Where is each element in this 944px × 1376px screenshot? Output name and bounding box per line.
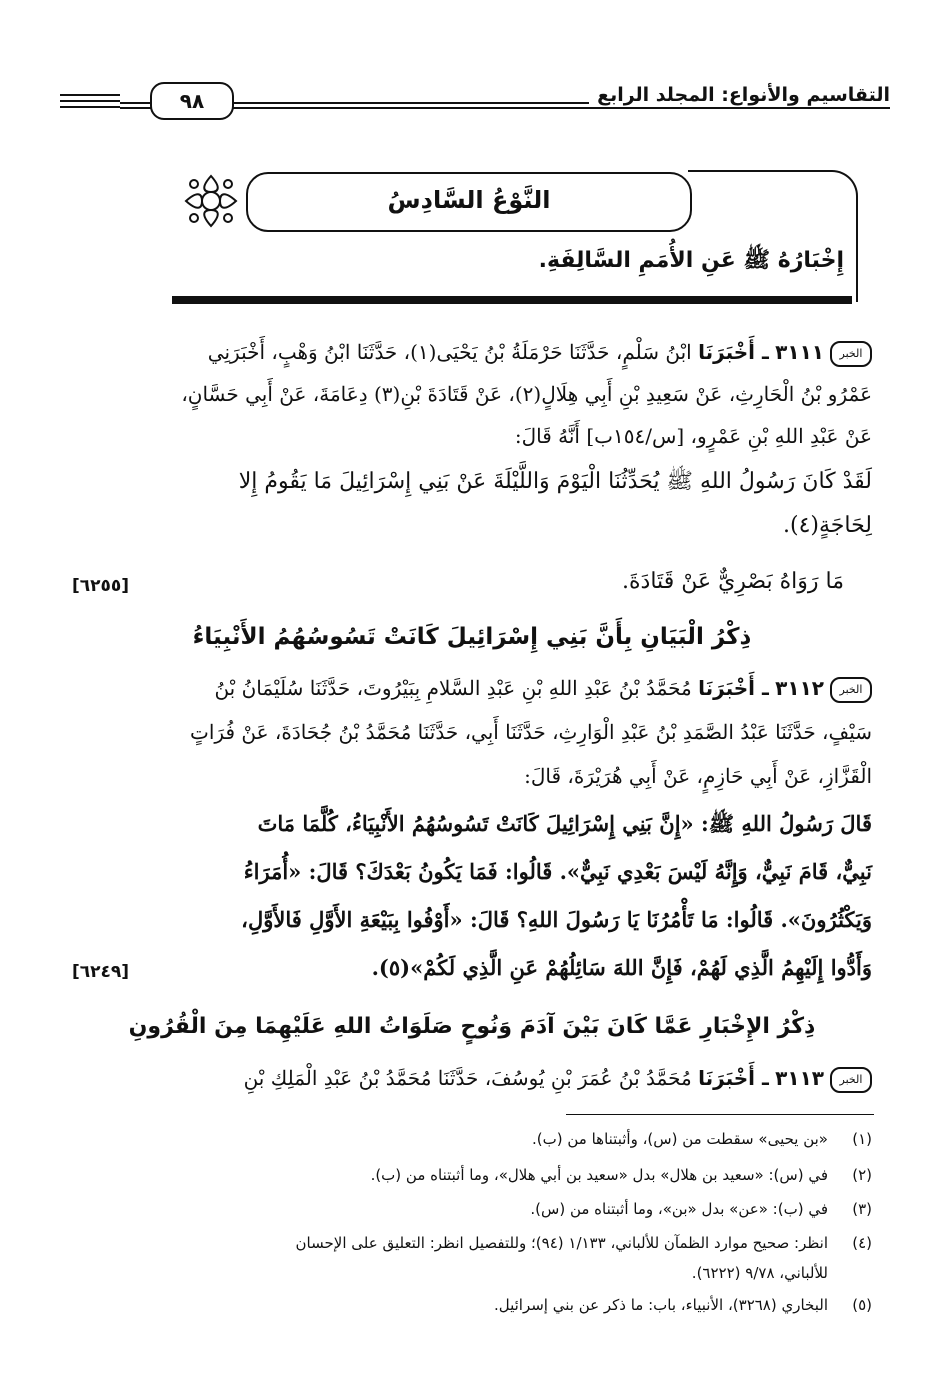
footnote-text: للألباني، ٩/٧٨ (٦٢٢٢). xyxy=(691,1264,828,1282)
footnote-text: انظر: صحيح موارد الظمآن للألباني، ١/١٣٣ (٩٤)؛ وللتفصيل انظر: التعليق على الإحسان xyxy=(295,1234,828,1252)
footnote-number: (١) xyxy=(852,1130,872,1148)
floral-ornament-icon xyxy=(180,170,242,232)
footnote-separator xyxy=(566,1114,874,1115)
hadith-3112-matn-4: وَأَدُّوا إِلَيْهِمُ الَّذِي لَهُمْ، فَإِنَّ اللهَ سَائِلُهُمْ عَنِ الَّذِي لَكُمْ»(٥). xyxy=(371,955,872,980)
isnad-text: مُحَمَّدُ بْنُ عُمَرَ بْنِ يُوسُفَ، حَدَّثَنَا مُحَمَّدُ بْنُ عَبْدِ الْمَلِكِ بْنِ xyxy=(243,1066,692,1090)
footnote-4 xyxy=(296,1230,872,1256)
footnote-text: في (س): «سعيد بن هلال» بدل «سعيد بن أبي هلال»، وما أثبتناه من (ب). xyxy=(370,1166,828,1184)
hadith-3111-matn-2: لِحَاجَةٍ(٤). xyxy=(783,513,872,538)
chapter-divider xyxy=(172,296,852,304)
footnote-number: (٣) xyxy=(852,1200,872,1218)
hadith-3112-line-2: سَيْفٍ، حَدَّثَنَا عَبْدُ الصَّمَدِ بْنُ عَبْدِ الْوَارِثِ، حَدَّثَنَا أَبِي، حَدَّثَنَا مُحَمَّدُ بْنُ جُحَادَةَ، عَنْ فُرَاتٍ xyxy=(190,720,872,744)
footnote-number: (٤) xyxy=(852,1234,872,1252)
hadith-3111-comment: مَا رَوَاهُ بَصْرِيٌّ عَنْ قَتَادَةَ. xyxy=(622,569,844,594)
footnote-text: «بن يحيى» سقطت من (س)، وأثبتناها من (ب). xyxy=(532,1130,828,1148)
footnote-4-continued xyxy=(692,1260,872,1286)
hadith-number: ٣١١١ xyxy=(775,340,824,364)
hadith-3112-matn-3: وَيَكْثُرُونَ». قَالُوا: مَا تَأْمُرُنَا يَا رَسُولَ اللهِ؟ قَالَ: «أَوْفُوا بِبَيْعَةِ الأَوَّلِ فَالأَوَّلِ، xyxy=(241,907,872,932)
footnote-3 xyxy=(530,1196,872,1222)
chapter-subtitle: إِخْبَارُهُ ﷺ عَنِ الأُمَمِ السَّالِفَةِ. xyxy=(538,248,844,273)
hadith-3112-line-3: الْقَزَّازِ، عَنْ أَبِي حَازِمٍ، عَنْ أَبِي هُرَيْرَةَ، قَالَ: xyxy=(524,764,872,788)
hadith-3113-line-1 xyxy=(244,1062,872,1094)
running-title: التقاسيم والأنواع: المجلد الرابع xyxy=(589,84,890,106)
hadith-3112-line-1 xyxy=(214,672,872,704)
chapter-title-box xyxy=(246,172,692,232)
chapter-title: النَّوْعُ السَّادِسُ xyxy=(387,186,551,214)
hadith-marker-icon: الخبر xyxy=(830,341,872,367)
footnote-text: في (ب): «عن» بدل «بن»، وما أثبتناه من (س). xyxy=(530,1200,828,1218)
header-ornament-lines xyxy=(60,94,120,110)
akhbarana: ـ أَخْبَرَنَا xyxy=(698,676,769,700)
akhbarana: ـ أَخْبَرَنَا xyxy=(698,1066,769,1090)
header-rule-secondary xyxy=(120,107,890,109)
page-number: ٩٨ xyxy=(150,82,234,120)
running-header xyxy=(60,80,890,120)
footnote-number: (٥) xyxy=(852,1296,872,1314)
hadith-3112-ref: [٦٢٤٩] xyxy=(72,962,130,982)
isnad-text: مُحَمَّدُ بْنُ عَبْدِ اللهِ بْنِ عَبْدِ السَّلامِ بِبَيْرُوتَ، حَدَّثَنَا سُلَيْمَانُ بْنُ xyxy=(214,676,692,700)
hadith-marker-icon: الخبر xyxy=(830,677,872,703)
isnad-text: ابْنُ سَلْمٍ، حَدَّثَنَا حَرْمَلَةُ بْنُ يَحْيَى(١)، حَدَّثَنَا ابْنُ وَهْبٍ، أَخْبَرَنِي xyxy=(207,340,692,364)
hadith-3112-matn-2: نَبِيٌّ، قَامَ نَبِيٌّ، وَإِنَّهُ لَيْسَ بَعْدِي نَبِيٌّ». قَالُوا: فَمَا يَكُونُ بَعْدَكَ؟ قَالَ: «أُمَرَاءُ xyxy=(243,859,872,884)
hadith-marker-icon: الخبر xyxy=(830,1067,872,1093)
hadith-3111-ref: [٦٢٥٥] xyxy=(72,576,130,596)
footnote-2 xyxy=(371,1162,872,1188)
hadith-3111-matn-1: لَقَدْ كَانَ رَسُولُ اللهِ ﷺ يُحَدِّثُنَا الْيَوْمَ وَاللَّيْلَةَ عَنْ بَنِي إِسْرَائِيلَ مَا يَقُومُ إِلا xyxy=(238,469,872,494)
hadith-number: ٣١١٢ xyxy=(775,676,824,700)
hadith-3112-matn-1: قَالَ رَسُولُ اللهِ ﷺ: «إِنَّ بَنِي إِسْرَائِيلَ كَانَتْ تَسُوسُهُمُ الأَنْبِيَاءُ، كُلَّمَا مَاتَ xyxy=(257,811,872,836)
hadith-3111-line-1 xyxy=(208,336,872,368)
footnote-number: (٢) xyxy=(852,1166,872,1184)
chapter-frame xyxy=(688,170,858,302)
footnote-text: البخاري (٣٢٦٨)، الأنبياء، باب: ما ذكر عن بني إسرائيل. xyxy=(493,1296,828,1314)
hadith-number: ٣١١٣ xyxy=(775,1066,824,1090)
hadith-3111-line-2: عَمْرُو بْنُ الْحَارِثِ، عَنْ سَعِيدِ بْنِ أَبِي هِلَالٍ(٢)، عَنْ قَتَادَةَ بْنِ(٣) دِعَامَةَ، عَنْ أَبِي حَسَّانٍ، xyxy=(181,382,872,406)
footnote-1 xyxy=(532,1126,872,1152)
section-heading-2: ذِكْرُ الإِخْبَارِ عَمَّا كَانَ بَيْنَ آدَمَ وَنُوحٍ صَلَوَاتُ اللهِ عَلَيْهِمَا مِنَ الْقُرُونِ xyxy=(128,1014,816,1039)
hadith-3111-line-3: عَنْ عَبْدِ اللهِ بْنِ عَمْرٍو، [س/١٥٤ب] أَنَّهُ قَالَ: xyxy=(514,424,872,448)
akhbarana: ـ أَخْبَرَنَا xyxy=(698,340,769,364)
footnote-5 xyxy=(494,1292,872,1318)
section-heading-1: ذِكْرُ الْبَيَانِ بِأَنَّ بَنِي إِسْرَائِيلَ كَانَتْ تَسُوسُهُمُ الأَنْبِيَاءُ xyxy=(192,624,752,650)
